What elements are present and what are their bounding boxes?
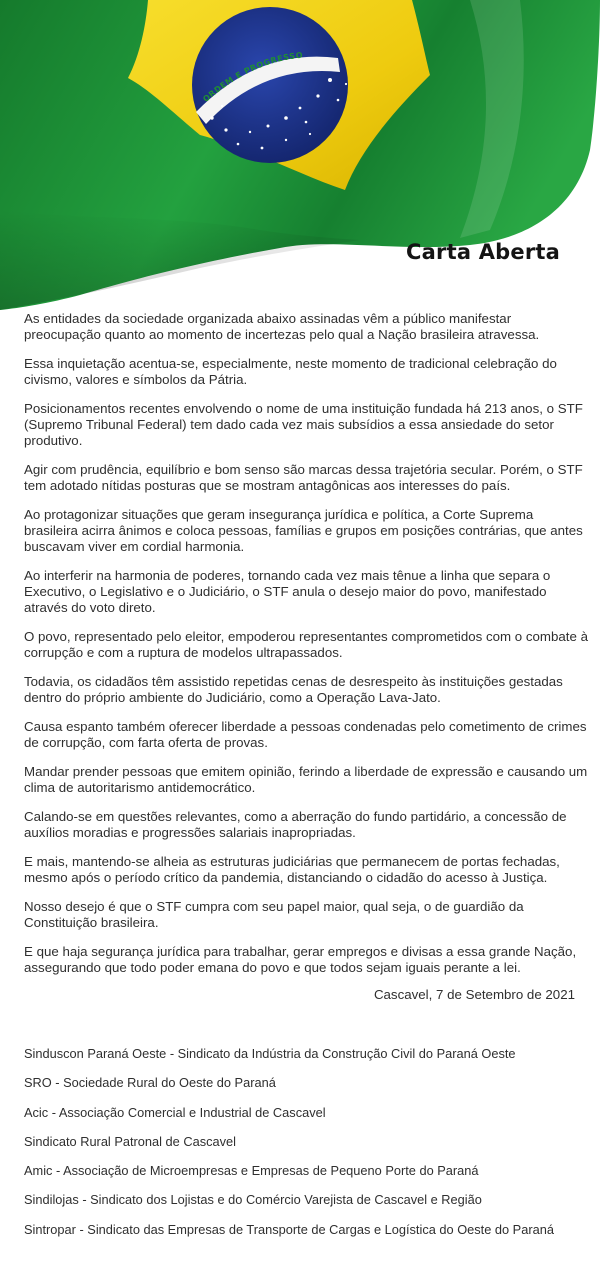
letter-paragraph: Nosso desejo é que o STF cumpra com seu papel maior, qual seja, o de guardião da Constituição brasileira. [24,899,524,930]
letter-paragraph: Agir com prudência, equilíbrio e bom senso são marcas dessa trajetória secular. Porém, o STF tem adotado nítidas posturas que se mostram antagônicas aos interesses do país. [24,462,583,493]
letter-paragraph: E que haja segurança jurídica para trabalhar, gerar empregos e divisas a essa grande Nação, assegurando que todo poder emana do povo e que todos sejam iguais perante a lei. [24,944,577,975]
signatory-item: Amic - Associação de Microempresas e Empresas de Pequeno Porte do Paraná [24,1163,479,1179]
letter-title: Carta Aberta [406,240,560,264]
signatory-item: Sindilojas - Sindicato dos Lojistas e do Comércio Varejista de Cascavel e Região [24,1192,482,1208]
letter-paragraph: Calando-se em questões relevantes, como a aberração do fundo partidário, a concessão de auxílios moradias e progressões salariais inapropriadas. [24,809,567,840]
letter-paragraph: Essa inquietação acentua-se, especialmente, neste momento de tradicional celebração do civismo, valores e símbolos da Pátria. [24,356,557,387]
signatory-item: Acic - Associação Comercial e Industrial de Cascavel [24,1104,326,1120]
letter-paragraph: O povo, representado pelo eleitor, empoderou representantes comprometidos com o combate à corrupção e com a ruptura de modelos ultrapassados. [24,629,588,660]
signatory-item: SRO - Sociedade Rural do Oeste do Paraná [24,1075,276,1091]
letter-paragraph: Causa espanto também oferecer liberdade a pessoas condenadas pelo cometimento de crimes de corrupção, com farta oferta de provas. [24,719,587,750]
signatory-item: Sintropar - Sindicato das Empresas de Transporte de Cargas e Logística do Oeste do Paraná [24,1221,554,1237]
letter-paragraph: E mais, mantendo-se alheia as estruturas judiciárias que permanecem de portas fechadas, mesmo após o período crítico da pandemia, distanciando o cidadão do acesso à Justiça. [24,854,560,885]
flag-motto-text: ORDEM E PROGRESSO [201,50,304,104]
signatories-list [24,1046,554,1251]
letter-paragraph: Ao interferir na harmonia de poderes, tornando cada vez mais tênue a linha que separa o Executivo, o Legislativo e o Judiciário, o STF anula o desejo maior do povo, manifestado através do voto direto. [24,568,551,615]
letter-paragraph: Ao protagonizar situações que geram insegurança jurídica e política, a Corte Suprema brasileira acirra ânimos e coloca pessoas, famílias e grupos em posições contrárias, que antes buscavam viver em cordial harmonia. [24,507,583,554]
letter-paragraph: Todavia, os cidadãos têm assistido repetidas cenas de desrespeito às instituições gestadas dentro do próprio ambiente do Judiciário, como a Operação Lava-Jato. [24,674,563,705]
letter-paragraph: Posicionamentos recentes envolvendo o nome de uma instituição fundada há 213 anos, o STF (Supremo Tribunal Federal) tem dado cada vez mais subsídios a essa ansiedade do setor produtivo. [24,401,583,448]
flag-blue-globe [192,7,348,163]
letter-paragraph: Mandar prender pessoas que emitem opinião, ferindo a liberdade de expressão e causando um clima de autoritarismo antidemocrático. [24,764,588,795]
letter-paragraph: As entidades da sociedade organizada abaixo assinadas vêm a público manifestar preocupação quanto ao momento de incertezas pelo qual a Nação brasileira atravessa. [24,311,540,342]
letter-date: Cascavel, 7 de Setembro de 2021 [373,987,575,1002]
signatory-item: Sindicato Rural Patronal de Cascavel [24,1133,236,1149]
letter-body [24,311,590,989]
signatory-item: Sinduscon Paraná Oeste - Sindicato da Indústria da Construção Civil do Paraná Oeste [24,1046,516,1061]
